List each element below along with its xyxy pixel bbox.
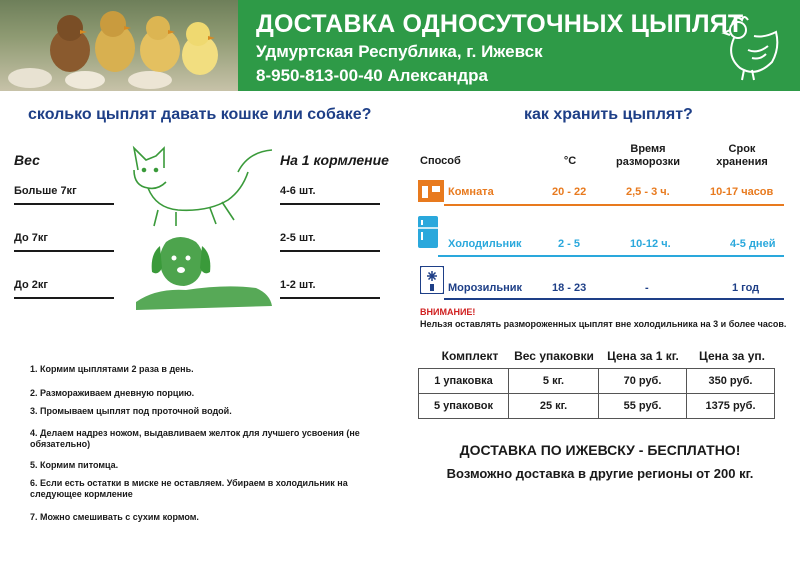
weight-row-3: До 2кг [14, 279, 48, 291]
storage-defrost-fridge: 10-12 ч. [630, 238, 671, 250]
divider [14, 203, 114, 205]
price-cell: 25 кг. [509, 394, 599, 419]
price-cell: 70 руб. [599, 369, 687, 394]
price-table [418, 368, 775, 419]
storage-shelf-room: 10-17 часов [710, 186, 774, 198]
warning-text: Нельзя оставлять размороженных цыплят вне холодильника на 3 и более часов. [420, 319, 787, 329]
storage-defrost-freezer: - [645, 282, 649, 294]
delivery-free: ДОСТАВКА ПО ИЖЕВСКУ - БЕСПЛАТНО! [459, 442, 741, 458]
feeding-title: сколько цыплят давать кошке или собаке? [28, 106, 372, 123]
freezer-icon [420, 266, 444, 294]
amount-header: На 1 кормление [280, 152, 389, 168]
instruction-item: 3. Промываем цыплят под проточной водой. [30, 406, 232, 416]
divider [14, 250, 114, 252]
price-header-perpack: Цена за уп. [699, 349, 765, 363]
price-cell: 5 упаковок [419, 394, 509, 419]
storage-shelf-freezer: 1 год [732, 282, 760, 294]
instruction-item: 4. Делаем надрез ножом, выдавливаем желток для лучшего усвоения (не обязательно) [30, 428, 360, 449]
divider [14, 297, 114, 299]
header-shelf: Срок хранения [716, 143, 768, 168]
price-cell: 1375 руб. [687, 394, 775, 419]
storage-method-freezer: Морозильник [448, 282, 523, 294]
storage-shelf-fridge: 4-5 дней [730, 238, 776, 250]
storage-temp-fridge: 2 - 5 [558, 238, 581, 250]
header-title: ДОСТАВКА ОДНОСУТОЧНЫХ ЦЫПЛЯТ [256, 10, 744, 38]
header-temp: °С [563, 155, 577, 167]
instruction-item: 6. Если есть остатки в миске не оставляем. Убираем в холодильник на следующее кормление [30, 478, 348, 499]
header-region: Удмуртская Республика, г. Ижевск [256, 42, 543, 61]
weight-row-1: Больше 7кг [14, 185, 77, 197]
storage-temp-room: 20 - 22 [552, 186, 587, 198]
divider [444, 298, 784, 300]
storage-method-room: Комната [448, 186, 494, 198]
instruction-item: 5. Кормим питомца. [30, 460, 119, 470]
divider [280, 250, 380, 252]
price-header-set: Комплект [441, 349, 499, 363]
storage-title: как хранить цыплят? [524, 106, 693, 123]
table-row [419, 369, 775, 394]
instruction-item: 2. Размораживаем дневную порцию. [30, 388, 195, 398]
storage-method-fridge: Холодильник [448, 238, 522, 250]
delivery-regions: Возможно доставка в другие регионы от 200 кг. [446, 466, 754, 481]
divider [280, 297, 380, 299]
header-banner [0, 0, 800, 91]
amount-row-3: 1-2 шт. [280, 279, 316, 291]
price-cell: 1 упаковка [419, 369, 509, 394]
header-phone: 8-950-813-00-40 Александра [256, 66, 488, 85]
header-method: Способ [420, 155, 461, 167]
chicks-photo [0, 0, 238, 91]
cat-icon [118, 140, 278, 230]
divider [444, 204, 784, 206]
storage-temp-freezer: 18 - 23 [552, 282, 587, 294]
hen-icon [704, 6, 784, 86]
dog-icon [126, 232, 276, 314]
instruction-item: 7. Можно смешивать с сухим кормом. [30, 512, 199, 522]
storage-defrost-room: 2,5 - 3 ч. [626, 186, 670, 198]
weight-row-2: До 7кг [14, 232, 48, 244]
weight-header: Вес [14, 152, 40, 168]
amount-row-2: 2-5 шт. [280, 232, 316, 244]
divider [280, 203, 380, 205]
price-cell: 5 кг. [509, 369, 599, 394]
fridge-icon [418, 216, 438, 248]
price-header-perkg: Цена за 1 кг. [607, 349, 679, 363]
price-cell: 350 руб. [687, 369, 775, 394]
price-cell: 55 руб. [599, 394, 687, 419]
price-header-weight: Вес упаковки [514, 349, 594, 363]
room-icon [418, 180, 444, 202]
header-defrost: Время разморозки [616, 143, 680, 168]
table-row [419, 394, 775, 419]
divider [438, 255, 784, 257]
warning-title: ВНИМАНИЕ! [420, 307, 476, 317]
instruction-item: 1. Кормим цыплятами 2 раза в день. [30, 364, 194, 374]
amount-row-1: 4-6 шт. [280, 185, 316, 197]
